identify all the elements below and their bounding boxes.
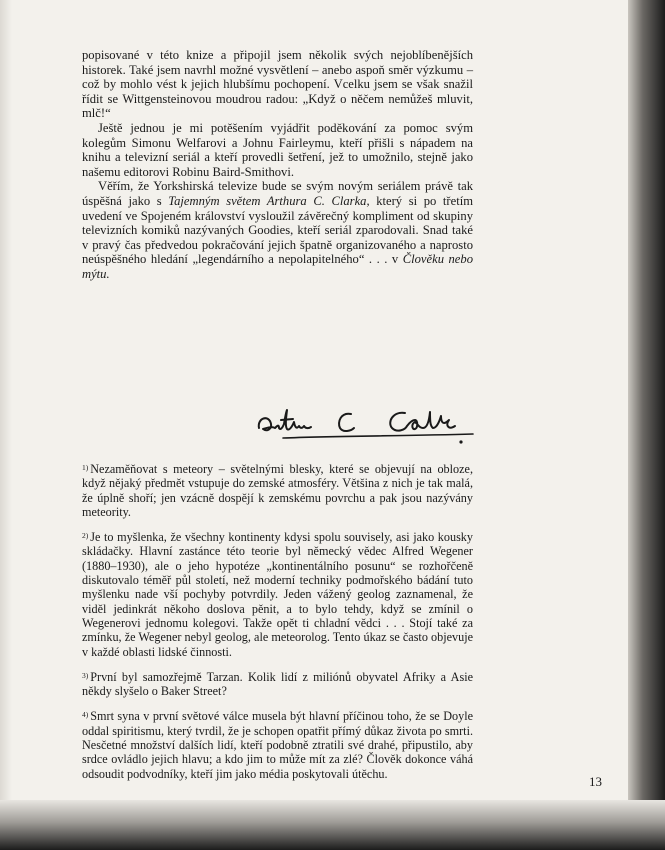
paragraph-3-part-b: který si po třetím uvedení ve Spojeném království vysloužil závěrečný kompliment od skupiny televizních komiků nazývaných Goodies, kteří seriál zparodovali. Snad také v pravý čas předvedou pokračování jejich špatně organizovaného a naprosto neúspěšného hledání „legendárního a nepolapitelného“ . . . v bbox=[82, 193, 473, 267]
footnote-mark: 2) bbox=[82, 531, 89, 541]
italic-title-clovek-nebo-mytus: Člověku nebo mýtu. bbox=[82, 252, 473, 281]
main-text bbox=[82, 48, 473, 282]
author-signature bbox=[255, 398, 485, 450]
footnote-text: Nezaměňovat s meteory – světelnými blesky, které se objevují na obloze, když nějaký předmět vstupuje do zemské atmosféry. Většina z nich je tak malá, že úplně shoří; jen vzácně dospějí k zemskému povrchu a pak jsou nazývány meteority. bbox=[82, 462, 473, 519]
paragraph-1: popisované v této knize a připojil jsem několik svých nejoblíbenějších historek. Také jsem navrhl možné vysvětlení – anebo aspoň směr výzkumu – což by mohlo vést k jejich hlubšímu pochopení. Vcelku jsem se však snažil řídit se Wittgensteinovou moudrou radou: „Když o něčem nemůžeš mluvit, mlč!“ bbox=[82, 48, 473, 121]
footnote-4 bbox=[82, 709, 473, 780]
footnote-mark: 1) bbox=[82, 463, 89, 472]
page-edge-shadow-right bbox=[628, 0, 665, 850]
page-spine-shade bbox=[0, 0, 12, 822]
footnote-mark: 4) bbox=[82, 710, 89, 720]
paragraph-3 bbox=[82, 179, 473, 281]
paragraph-3-part-a: Věřím, že Yorkshirská televize bude se svým novým seriálem právě tak úspěšná jako s bbox=[82, 179, 473, 208]
italic-title-tajemny-svet: Tajemným světem Arthura C. Clarka, bbox=[168, 193, 370, 208]
footnote-mark: 3) bbox=[82, 670, 89, 680]
footnote-text: Je to myšlenka, že všechny kontinenty kdysi spolu souvisely, asi jako kousky skládačky. Hlavní zastánce této teorie byl německý vědec Alfred Wegener (1880–1930), ale o jeho hypotéze „kontinentálního posunu“ se rozhořčeně diskutovalo téměř půl století, než moderní techniky podmořského bádání tuto myšlenku nade vší pochyby potvrdily. Jeden vážený geolog zaznamenal, že viděl jedinkrát někoho doslova pěnit, a to bylo tehdy, když se zmínil o Wegenerovi jednomu kolegovi. Takže opět ti chladní vědci . . . Stojí také za zmínku, že Wegener nebyl geolog, ale meteorolog. Tento úkaz se často objevuje v každé oblasti lidské činnosti. bbox=[82, 530, 473, 659]
footnote-text: První byl samozřejmě Tarzan. Kolik lidí z miliónů obyvatel Afriky a Asie někdy slyšelo o Baker Street? bbox=[82, 669, 473, 699]
footnote-1 bbox=[82, 462, 473, 519]
footnote-3 bbox=[82, 670, 473, 699]
paragraph-2: Ještě jednou je mi potěšením vyjádřit poděkování za pomoc svým kolegům Simonu Welfarovi a Johnu Fairleymu, kteří přišli s nápadem na knihu a televizní seriál a kteří provedli šetření, jež to umožnilo, stejně jako našemu editorovi Robinu Baird-Smithovi. bbox=[82, 120, 473, 179]
page-number: 13 bbox=[589, 774, 602, 789]
page-edge-shadow-bottom bbox=[0, 800, 665, 850]
footnote-text: Smrt syna v první světové válce musela být hlavní příčinou toho, že se Doyle oddal spiritismu, který tvrdil, že je schopen opatřit přímý důkaz života po smrti. Nesčetné množství dalších lidí, kteří podobně ztratili své drahé, připustilo, aby srdce ovládlo jejich hlavu; a kdo jim to může mít za zlé? Člověk dokonce váhá odsoudit podvodníky, kteří jim jako média poskytovali útěchu. bbox=[82, 709, 473, 781]
footnote-2 bbox=[82, 530, 473, 659]
footnotes bbox=[82, 462, 473, 792]
